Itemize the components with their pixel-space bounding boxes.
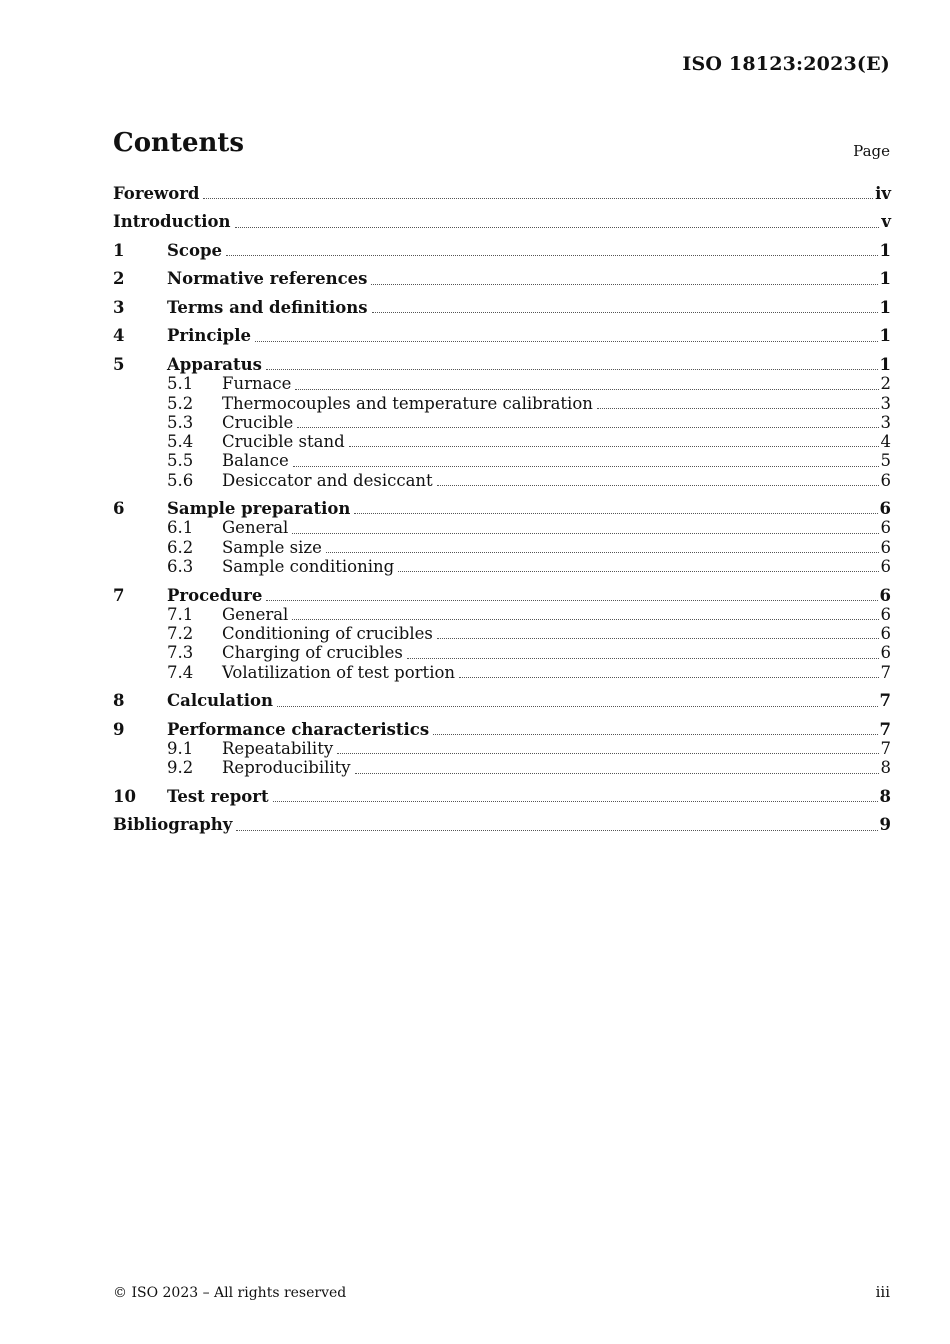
toc-subentry[interactable]: [113, 663, 891, 682]
toc-page-number: 7: [879, 691, 891, 711]
toc-page-number: 4: [880, 432, 891, 452]
toc-label: Terms and definitions: [167, 297, 368, 317]
toc-label: Introduction: [113, 212, 231, 232]
toc-entry[interactable]: [113, 326, 891, 345]
toc-entry[interactable]: [113, 212, 891, 231]
dot-leader: [354, 512, 877, 514]
toc-entry[interactable]: [113, 298, 891, 317]
toc-label: Calculation: [167, 691, 273, 711]
toc-subentry[interactable]: [113, 518, 891, 537]
toc-label: Balance: [222, 451, 289, 471]
toc-subentry[interactable]: [113, 394, 891, 413]
dot-leader: [349, 445, 879, 447]
dot-leader: [297, 426, 878, 428]
dot-leader: [371, 283, 877, 285]
toc-number: 5.2: [167, 393, 194, 413]
dot-leader: [226, 254, 878, 256]
dot-leader: [355, 772, 879, 774]
toc-page-number: 1: [879, 269, 891, 289]
dot-leader: [295, 388, 878, 390]
toc-page-number: 6: [880, 470, 891, 490]
toc-page-number: 9: [879, 815, 891, 835]
dot-leader: [266, 368, 878, 370]
toc-page-number: 1: [879, 326, 891, 346]
dot-leader: [277, 705, 878, 707]
toc-subentry[interactable]: [113, 624, 891, 643]
toc-label: Desiccator and desiccant: [222, 470, 433, 490]
dot-leader: [398, 570, 878, 572]
page-column-label: Page: [853, 142, 890, 160]
toc-entry[interactable]: [113, 269, 891, 288]
toc-page-number: 1: [879, 354, 891, 374]
toc-entry[interactable]: [113, 241, 891, 260]
toc-subentry[interactable]: [113, 739, 891, 758]
toc-entry[interactable]: [113, 499, 891, 518]
toc-label: Repeatability: [222, 739, 334, 758]
toc-number: 9.1: [167, 739, 194, 758]
toc-label: Foreword: [113, 184, 200, 203]
dot-leader: [236, 829, 877, 831]
dot-leader: [235, 226, 880, 228]
toc-label: Procedure: [167, 585, 263, 605]
dot-leader: [203, 197, 873, 199]
toc-entry[interactable]: [113, 787, 891, 806]
dot-leader: [597, 407, 879, 409]
toc-number: 5.6: [167, 470, 194, 490]
dot-leader: [433, 733, 877, 735]
toc-label: Thermocouples and temperature calibration: [222, 393, 593, 413]
table-of-contents: [113, 184, 891, 835]
dot-leader: [293, 465, 879, 467]
toc-number: 7.1: [167, 604, 194, 624]
dot-leader: [437, 484, 879, 486]
toc-page-number: 7: [879, 719, 891, 739]
copyright-notice: © ISO 2023 – All rights reserved: [113, 1285, 347, 1301]
toc-page-number: 6: [879, 499, 891, 519]
toc-page-number: 6: [880, 643, 891, 663]
toc-label: Scope: [167, 240, 223, 260]
toc-number: 5.4: [167, 432, 194, 452]
toc-number: 6: [113, 499, 125, 519]
toc-label: Sample preparation: [167, 499, 351, 519]
toc-label: Furnace: [222, 374, 292, 394]
toc-subentry[interactable]: [113, 758, 891, 777]
toc-label: General: [222, 604, 289, 624]
toc-number: 3: [113, 297, 125, 317]
dot-leader: [407, 657, 879, 659]
dot-leader: [292, 532, 878, 534]
toc-number: 5.1: [167, 374, 194, 394]
toc-number: 7: [113, 585, 125, 605]
toc-label: Performance characteristics: [167, 719, 430, 739]
toc-page-number: 3: [880, 393, 891, 413]
toc-page-number: 3: [880, 412, 891, 432]
toc-subentry[interactable]: [113, 643, 891, 662]
dot-leader: [255, 340, 878, 342]
toc-page-number: 1: [879, 240, 891, 260]
toc-page-number: iv: [875, 184, 891, 203]
toc-entry[interactable]: [113, 355, 891, 374]
dot-leader: [292, 618, 878, 620]
toc-label: Charging of crucibles: [222, 643, 403, 663]
toc-page-number: 6: [880, 624, 891, 644]
toc-subentry[interactable]: [113, 605, 891, 624]
page-title: Contents: [113, 128, 245, 158]
dot-leader: [266, 599, 877, 601]
toc-subentry[interactable]: [113, 432, 891, 451]
toc-page-number: 2: [880, 374, 891, 394]
toc-page-number: 6: [880, 604, 891, 624]
toc-subentry[interactable]: [113, 374, 891, 393]
dot-leader: [326, 551, 879, 553]
toc-number: 7.3: [167, 643, 194, 663]
toc-page-number: 5: [880, 451, 891, 471]
footer-page-number: iii: [875, 1283, 890, 1301]
toc-page-number: 7: [880, 662, 891, 682]
toc-entry[interactable]: [113, 815, 891, 834]
toc-label: Crucible stand: [222, 432, 345, 452]
toc-entry[interactable]: [113, 720, 891, 739]
toc-label: Normative references: [167, 269, 368, 289]
toc-label: General: [222, 518, 289, 538]
toc-page-number: 6: [880, 557, 891, 577]
toc-number: 8: [113, 691, 125, 711]
toc-subentry[interactable]: [113, 538, 891, 557]
toc-page-number: 6: [879, 585, 891, 605]
toc-subentry[interactable]: [113, 451, 891, 470]
document-id: ISO 18123:2023(E): [682, 53, 890, 75]
toc-page-number: v: [881, 212, 891, 232]
toc-entry[interactable]: [113, 184, 891, 203]
toc-page-number: 6: [880, 518, 891, 538]
toc-subentry[interactable]: [113, 471, 891, 490]
toc-label: Principle: [167, 326, 251, 346]
toc-page-number: 8: [880, 758, 891, 778]
toc-number: 7.2: [167, 624, 194, 644]
toc-page-number: 8: [879, 786, 891, 806]
toc-subentry[interactable]: [113, 413, 891, 432]
toc-label: Bibliography: [113, 815, 233, 835]
toc-label: Apparatus: [167, 354, 262, 374]
toc-number: 5.3: [167, 412, 194, 432]
toc-label: Test report: [167, 786, 269, 806]
toc-number: 2: [113, 269, 125, 289]
toc-label: Crucible: [222, 412, 294, 432]
toc-number: 5.5: [167, 451, 194, 471]
toc-number: 9: [113, 719, 125, 739]
toc-number: 5: [113, 354, 125, 374]
toc-number: 10: [113, 786, 136, 806]
toc-label: Volatilization of test portion: [222, 662, 456, 682]
toc-page-number: 7: [880, 739, 891, 758]
toc-page-number: 1: [879, 297, 891, 317]
dot-leader: [437, 637, 879, 639]
toc-number: 9.2: [167, 758, 194, 778]
toc-number: 7.4: [167, 662, 194, 682]
toc-entry[interactable]: [113, 586, 891, 605]
dot-leader: [273, 800, 878, 802]
toc-subentry[interactable]: [113, 557, 891, 576]
toc-label: Sample size: [222, 537, 322, 557]
dot-leader: [459, 676, 878, 678]
toc-label: Reproducibility: [222, 758, 351, 778]
toc-number: 1: [113, 240, 125, 260]
dot-leader: [372, 311, 878, 313]
toc-label: Conditioning of crucibles: [222, 624, 433, 644]
toc-number: 4: [113, 326, 125, 346]
toc-number: 6.3: [167, 557, 194, 577]
toc-number: 6.2: [167, 537, 194, 557]
toc-label: Sample conditioning: [222, 557, 395, 577]
toc-page-number: 6: [880, 537, 891, 557]
dot-leader: [337, 752, 878, 754]
toc-number: 6.1: [167, 518, 194, 538]
toc-entry[interactable]: [113, 691, 891, 710]
